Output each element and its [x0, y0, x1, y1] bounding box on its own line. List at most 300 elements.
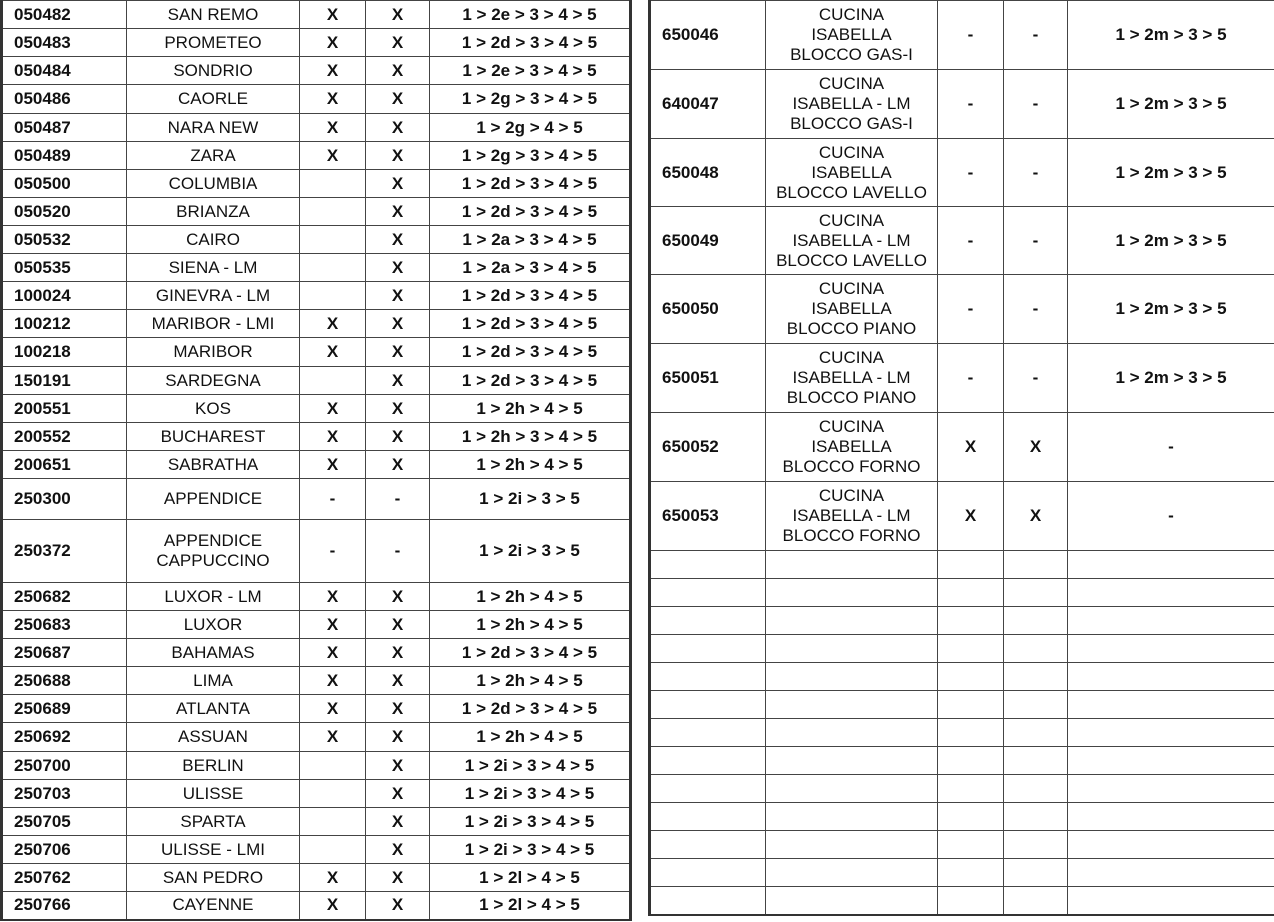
- product-code: 250706: [2, 836, 127, 864]
- column-b-mark: -: [366, 479, 430, 520]
- column-b-mark: X: [366, 667, 430, 695]
- column-a-mark: X: [300, 57, 366, 85]
- product-code: 050532: [2, 226, 127, 254]
- product-code: 050483: [2, 29, 127, 57]
- empty-cell: [1068, 747, 1274, 775]
- assembly-sequence: 1 > 2i > 3 > 4 > 5: [430, 836, 631, 864]
- product-name: ULISSE: [127, 780, 300, 808]
- empty-row: [650, 803, 1274, 831]
- column-b-mark: X: [366, 395, 430, 423]
- assembly-sequence: 1 > 2h > 4 > 5: [430, 395, 631, 423]
- assembly-sequence: 1 > 2i > 3 > 4 > 5: [430, 808, 631, 836]
- product-code: 250766: [2, 892, 127, 920]
- table-row: [650, 482, 1274, 551]
- product-name: APPENDICE: [127, 479, 300, 520]
- empty-row: [650, 579, 1274, 607]
- table-row: [2, 639, 631, 667]
- product-name: SIENA - LM: [127, 254, 300, 282]
- product-code: 650053: [650, 482, 766, 551]
- product-code: 250703: [2, 780, 127, 808]
- empty-row: [650, 719, 1274, 747]
- empty-cell: [1068, 663, 1274, 691]
- assembly-sequence: 1 > 2d > 3 > 4 > 5: [430, 282, 631, 310]
- column-b-mark: -: [1004, 70, 1068, 139]
- empty-cell: [766, 775, 938, 803]
- empty-cell: [1004, 579, 1068, 607]
- assembly-sequence: 1 > 2d > 3 > 4 > 5: [430, 198, 631, 226]
- product-name: GINEVRA - LM: [127, 282, 300, 310]
- table-row: [2, 836, 631, 864]
- column-a-mark: X: [300, 695, 366, 723]
- product-code: 250689: [2, 695, 127, 723]
- column-b-mark: X: [366, 254, 430, 282]
- empty-cell: [650, 887, 766, 915]
- column-b-mark: -: [1004, 207, 1068, 275]
- column-a-mark: X: [300, 639, 366, 667]
- product-code: 150191: [2, 367, 127, 395]
- column-a-mark: [300, 780, 366, 808]
- table-row: [2, 667, 631, 695]
- column-a-mark: [300, 752, 366, 780]
- empty-cell: [1004, 887, 1068, 915]
- column-a-mark: X: [300, 723, 366, 752]
- table-row: [2, 423, 631, 451]
- product-name: ZARA: [127, 142, 300, 170]
- product-code: 050486: [2, 85, 127, 114]
- product-name: CUCINA ISABELLA BLOCCO FORNO: [766, 413, 938, 482]
- table-row: [2, 583, 631, 611]
- assembly-sequence: 1 > 2h > 4 > 5: [430, 451, 631, 479]
- product-code: 100024: [2, 282, 127, 310]
- product-name: CAIRO: [127, 226, 300, 254]
- assembly-sequence: 1 > 2a > 3 > 4 > 5: [430, 254, 631, 282]
- column-a-mark: -: [938, 275, 1004, 344]
- table-row: [2, 254, 631, 282]
- product-code: 650050: [650, 275, 766, 344]
- product-name: ASSUAN: [127, 723, 300, 752]
- product-name: SAN REMO: [127, 1, 300, 29]
- empty-row: [650, 831, 1274, 859]
- column-a-mark: [300, 282, 366, 310]
- product-name: APPENDICE CAPPUCCINO: [127, 520, 300, 583]
- assembly-sequence: 1 > 2d > 3 > 4 > 5: [430, 310, 631, 338]
- table-row: [650, 207, 1274, 275]
- table-row: [2, 114, 631, 142]
- column-b-mark: X: [1004, 413, 1068, 482]
- table-row: [2, 611, 631, 639]
- table-row: [2, 723, 631, 752]
- empty-cell: [766, 607, 938, 635]
- empty-cell: [938, 579, 1004, 607]
- assembly-sequence: 1 > 2i > 3 > 4 > 5: [430, 780, 631, 808]
- product-name: PROMETEO: [127, 29, 300, 57]
- empty-cell: [1068, 887, 1274, 915]
- product-name: CUCINA ISABELLA - LM BLOCCO PIANO: [766, 344, 938, 413]
- empty-row: [650, 859, 1274, 887]
- table-row: [2, 57, 631, 85]
- table-row: [2, 752, 631, 780]
- empty-cell: [650, 719, 766, 747]
- column-a-mark: -: [938, 70, 1004, 139]
- assembly-sequence: 1 > 2h > 3 > 4 > 5: [430, 423, 631, 451]
- empty-cell: [650, 775, 766, 803]
- column-a-mark: X: [300, 338, 366, 367]
- table-row: [2, 338, 631, 367]
- product-name: LIMA: [127, 667, 300, 695]
- empty-cell: [1004, 607, 1068, 635]
- table-row: [2, 226, 631, 254]
- column-a-mark: X: [300, 395, 366, 423]
- product-name: BERLIN: [127, 752, 300, 780]
- empty-cell: [650, 691, 766, 719]
- empty-cell: [938, 719, 1004, 747]
- column-b-mark: X: [366, 367, 430, 395]
- assembly-sequence: 1 > 2g > 3 > 4 > 5: [430, 85, 631, 114]
- assembly-sequence: 1 > 2m > 3 > 5: [1068, 275, 1274, 344]
- empty-cell: [650, 551, 766, 579]
- column-a-mark: -: [938, 344, 1004, 413]
- product-name: SONDRIO: [127, 57, 300, 85]
- product-code: 050520: [2, 198, 127, 226]
- column-b-mark: X: [366, 57, 430, 85]
- product-name: MARIBOR - LMI: [127, 310, 300, 338]
- column-b-mark: X: [366, 892, 430, 920]
- product-code: 250688: [2, 667, 127, 695]
- table-row: [2, 142, 631, 170]
- empty-cell: [1004, 747, 1068, 775]
- product-code: 640047: [650, 70, 766, 139]
- table-row: [2, 520, 631, 583]
- product-name: SAN PEDRO: [127, 864, 300, 892]
- column-b-mark: -: [366, 520, 430, 583]
- column-b-mark: -: [1004, 344, 1068, 413]
- empty-cell: [938, 887, 1004, 915]
- empty-cell: [1068, 551, 1274, 579]
- empty-cell: [1004, 691, 1068, 719]
- empty-cell: [766, 551, 938, 579]
- assembly-sequence: -: [1068, 482, 1274, 551]
- product-name: ATLANTA: [127, 695, 300, 723]
- product-code: 650049: [650, 207, 766, 275]
- left-table-body: [2, 1, 631, 920]
- column-b-mark: X: [366, 85, 430, 114]
- table-row: [2, 282, 631, 310]
- column-a-mark: X: [300, 583, 366, 611]
- column-a-mark: X: [300, 114, 366, 142]
- column-b-mark: X: [366, 583, 430, 611]
- column-b-mark: -: [1004, 1, 1068, 70]
- table-row: [2, 170, 631, 198]
- column-a-mark: X: [300, 1, 366, 29]
- table-row: [2, 695, 631, 723]
- table-row: [2, 1, 631, 29]
- column-b-mark: X: [366, 29, 430, 57]
- assembly-sequence: 1 > 2d > 3 > 4 > 5: [430, 29, 631, 57]
- column-b-mark: X: [366, 780, 430, 808]
- table-row: [2, 310, 631, 338]
- product-name: CUCINA ISABELLA - LM BLOCCO LAVELLO: [766, 207, 938, 275]
- assembly-sequence: 1 > 2m > 3 > 5: [1068, 70, 1274, 139]
- column-b-mark: X: [1004, 482, 1068, 551]
- empty-row: [650, 887, 1274, 915]
- product-code: 050484: [2, 57, 127, 85]
- table-row: [2, 85, 631, 114]
- product-code: 250682: [2, 583, 127, 611]
- empty-cell: [1004, 663, 1068, 691]
- product-name: COLUMBIA: [127, 170, 300, 198]
- empty-cell: [938, 831, 1004, 859]
- column-a-mark: X: [938, 413, 1004, 482]
- product-name: CAYENNE: [127, 892, 300, 920]
- assembly-sequence: 1 > 2l > 4 > 5: [430, 892, 631, 920]
- column-a-mark: X: [300, 667, 366, 695]
- assembly-sequence: 1 > 2h > 4 > 5: [430, 583, 631, 611]
- empty-cell: [1068, 635, 1274, 663]
- empty-cell: [650, 831, 766, 859]
- column-b-mark: X: [366, 864, 430, 892]
- product-code: 250705: [2, 808, 127, 836]
- product-name: LUXOR: [127, 611, 300, 639]
- column-a-mark: X: [938, 482, 1004, 551]
- empty-cell: [1004, 803, 1068, 831]
- assembly-sequence: 1 > 2g > 3 > 4 > 5: [430, 142, 631, 170]
- column-a-mark: X: [300, 310, 366, 338]
- column-a-mark: [300, 226, 366, 254]
- empty-cell: [938, 551, 1004, 579]
- product-code: 650052: [650, 413, 766, 482]
- empty-row: [650, 775, 1274, 803]
- table-row: [2, 479, 631, 520]
- empty-cell: [938, 691, 1004, 719]
- assembly-sequence: 1 > 2l > 4 > 5: [430, 864, 631, 892]
- empty-cell: [1004, 831, 1068, 859]
- empty-cell: [1068, 831, 1274, 859]
- table-row: [2, 367, 631, 395]
- assembly-sequence: 1 > 2e > 3 > 4 > 5: [430, 57, 631, 85]
- empty-row: [650, 747, 1274, 775]
- column-a-mark: -: [938, 139, 1004, 207]
- column-a-mark: [300, 198, 366, 226]
- product-code: 100212: [2, 310, 127, 338]
- column-a-mark: X: [300, 85, 366, 114]
- product-name: BUCHAREST: [127, 423, 300, 451]
- table-row: [650, 1, 1274, 70]
- column-a-mark: -: [300, 520, 366, 583]
- table-row: [2, 198, 631, 226]
- column-a-mark: -: [938, 1, 1004, 70]
- column-a-mark: X: [300, 423, 366, 451]
- column-b-mark: X: [366, 338, 430, 367]
- product-name: CUCINA ISABELLA - LM BLOCCO GAS-I: [766, 70, 938, 139]
- column-a-mark: -: [938, 207, 1004, 275]
- empty-cell: [938, 803, 1004, 831]
- empty-cell: [1068, 607, 1274, 635]
- right-table-body: [650, 1, 1274, 915]
- empty-cell: [1068, 719, 1274, 747]
- product-code: 250683: [2, 611, 127, 639]
- empty-cell: [650, 663, 766, 691]
- column-b-mark: X: [366, 752, 430, 780]
- empty-cell: [1068, 803, 1274, 831]
- table-row: [2, 864, 631, 892]
- assembly-sequence: -: [1068, 413, 1274, 482]
- column-a-mark: X: [300, 142, 366, 170]
- product-code: 100218: [2, 338, 127, 367]
- column-a-mark: X: [300, 864, 366, 892]
- column-b-mark: X: [366, 142, 430, 170]
- table-row: [2, 395, 631, 423]
- empty-cell: [766, 663, 938, 691]
- empty-cell: [1068, 775, 1274, 803]
- column-b-mark: X: [366, 1, 430, 29]
- empty-cell: [938, 663, 1004, 691]
- empty-cell: [650, 803, 766, 831]
- product-code: 050482: [2, 1, 127, 29]
- column-b-mark: X: [366, 170, 430, 198]
- empty-cell: [650, 747, 766, 775]
- empty-cell: [938, 747, 1004, 775]
- column-b-mark: X: [366, 114, 430, 142]
- product-code: 050487: [2, 114, 127, 142]
- product-code: 050489: [2, 142, 127, 170]
- empty-row: [650, 607, 1274, 635]
- assembly-sequence: 1 > 2d > 3 > 4 > 5: [430, 695, 631, 723]
- empty-row: [650, 663, 1274, 691]
- product-code: 250700: [2, 752, 127, 780]
- assembly-sequence: 1 > 2d > 3 > 4 > 5: [430, 367, 631, 395]
- column-a-mark: X: [300, 29, 366, 57]
- product-name: ULISSE - LMI: [127, 836, 300, 864]
- table-row: [2, 892, 631, 920]
- column-a-mark: [300, 367, 366, 395]
- table-row: [650, 139, 1274, 207]
- empty-cell: [1004, 635, 1068, 663]
- table-row: [650, 70, 1274, 139]
- product-name: SARDEGNA: [127, 367, 300, 395]
- assembly-sequence: 1 > 2m > 3 > 5: [1068, 139, 1274, 207]
- table-row: [650, 344, 1274, 413]
- empty-cell: [766, 691, 938, 719]
- column-b-mark: X: [366, 639, 430, 667]
- assembly-sequence: 1 > 2m > 3 > 5: [1068, 207, 1274, 275]
- table-row: [650, 413, 1274, 482]
- column-a-mark: [300, 170, 366, 198]
- column-a-mark: X: [300, 892, 366, 920]
- product-code: 200552: [2, 423, 127, 451]
- empty-cell: [766, 859, 938, 887]
- assembly-sequence: 1 > 2a > 3 > 4 > 5: [430, 226, 631, 254]
- product-code: 250692: [2, 723, 127, 752]
- product-name: BAHAMAS: [127, 639, 300, 667]
- product-code: 250687: [2, 639, 127, 667]
- assembly-sequence: 1 > 2i > 3 > 5: [430, 520, 631, 583]
- empty-cell: [766, 803, 938, 831]
- column-b-mark: X: [366, 423, 430, 451]
- empty-cell: [766, 635, 938, 663]
- empty-row: [650, 691, 1274, 719]
- assembly-sequence: 1 > 2m > 3 > 5: [1068, 344, 1274, 413]
- assembly-sequence: 1 > 2m > 3 > 5: [1068, 1, 1274, 70]
- column-b-mark: -: [1004, 139, 1068, 207]
- product-code: 200551: [2, 395, 127, 423]
- column-b-mark: X: [366, 310, 430, 338]
- empty-cell: [650, 607, 766, 635]
- product-name: CUCINA ISABELLA BLOCCO LAVELLO: [766, 139, 938, 207]
- table-row: [2, 808, 631, 836]
- assembly-sequence: 1 > 2e > 3 > 4 > 5: [430, 1, 631, 29]
- product-code: 250762: [2, 864, 127, 892]
- empty-cell: [1068, 859, 1274, 887]
- assembly-sequence: 1 > 2g > 4 > 5: [430, 114, 631, 142]
- assembly-sequence: 1 > 2d > 3 > 4 > 5: [430, 639, 631, 667]
- column-b-mark: X: [366, 282, 430, 310]
- product-code: 650051: [650, 344, 766, 413]
- product-name: CAORLE: [127, 85, 300, 114]
- product-code: 650046: [650, 1, 766, 70]
- column-b-mark: X: [366, 836, 430, 864]
- column-b-mark: -: [1004, 275, 1068, 344]
- assembly-sequence: 1 > 2h > 4 > 5: [430, 611, 631, 639]
- empty-row: [650, 635, 1274, 663]
- product-name: CUCINA ISABELLA BLOCCO PIANO: [766, 275, 938, 344]
- empty-cell: [1068, 691, 1274, 719]
- empty-cell: [766, 747, 938, 775]
- column-a-mark: [300, 836, 366, 864]
- empty-cell: [650, 635, 766, 663]
- empty-cell: [1004, 719, 1068, 747]
- empty-row: [650, 551, 1274, 579]
- table-row: [2, 780, 631, 808]
- product-code: 650048: [650, 139, 766, 207]
- column-a-mark: -: [300, 479, 366, 520]
- column-a-mark: X: [300, 611, 366, 639]
- assembly-sequence: 1 > 2h > 4 > 5: [430, 667, 631, 695]
- empty-cell: [1068, 579, 1274, 607]
- product-name: MARIBOR: [127, 338, 300, 367]
- column-b-mark: X: [366, 611, 430, 639]
- product-name: CUCINA ISABELLA - LM BLOCCO FORNO: [766, 482, 938, 551]
- column-a-mark: X: [300, 451, 366, 479]
- product-code: 250300: [2, 479, 127, 520]
- column-b-mark: X: [366, 723, 430, 752]
- product-name: CUCINA ISABELLA BLOCCO GAS-I: [766, 1, 938, 70]
- column-a-mark: [300, 254, 366, 282]
- table-row: [2, 29, 631, 57]
- empty-cell: [1004, 859, 1068, 887]
- column-a-mark: [300, 808, 366, 836]
- empty-cell: [766, 719, 938, 747]
- product-code: 050535: [2, 254, 127, 282]
- right-table: [648, 0, 1274, 916]
- empty-cell: [766, 887, 938, 915]
- column-b-mark: X: [366, 226, 430, 254]
- empty-cell: [938, 775, 1004, 803]
- empty-cell: [766, 831, 938, 859]
- product-code: 200651: [2, 451, 127, 479]
- assembly-sequence: 1 > 2i > 3 > 4 > 5: [430, 752, 631, 780]
- product-name: NARA NEW: [127, 114, 300, 142]
- column-b-mark: X: [366, 198, 430, 226]
- product-code: 050500: [2, 170, 127, 198]
- assembly-sequence: 1 > 2d > 3 > 4 > 5: [430, 338, 631, 367]
- product-code: 250372: [2, 520, 127, 583]
- assembly-sequence: 1 > 2d > 3 > 4 > 5: [430, 170, 631, 198]
- empty-cell: [1004, 551, 1068, 579]
- empty-cell: [650, 859, 766, 887]
- empty-cell: [650, 579, 766, 607]
- column-b-mark: X: [366, 808, 430, 836]
- assembly-sequence: 1 > 2h > 4 > 5: [430, 723, 631, 752]
